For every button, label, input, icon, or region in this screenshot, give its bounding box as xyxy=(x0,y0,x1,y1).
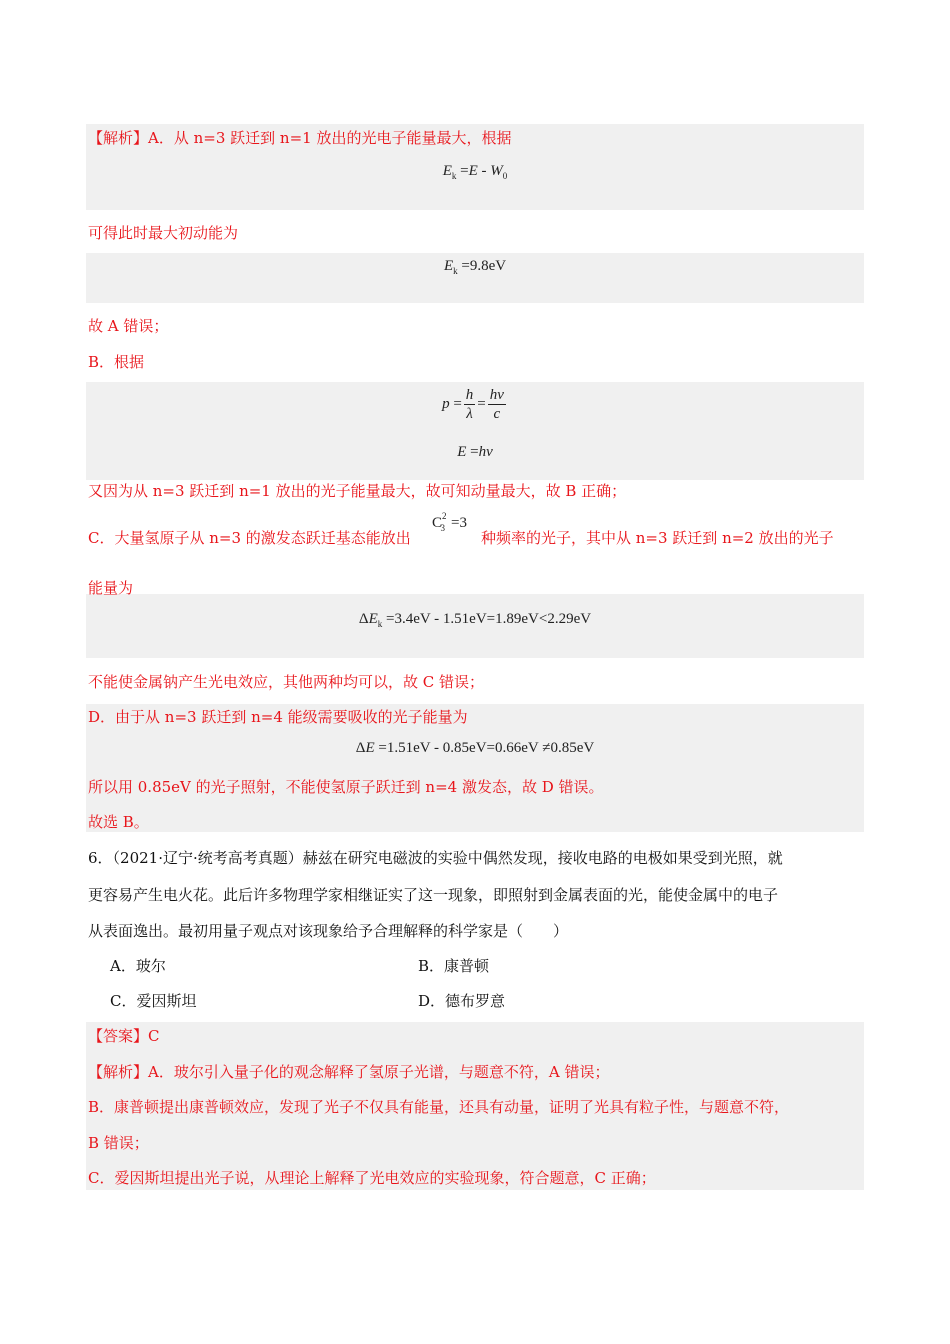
choose-b-line: 故选 B。 xyxy=(88,813,149,831)
c-wrong-line: 不能使金属钠产生光电效应，其他两种均可以，故 C 错误； xyxy=(88,673,485,691)
formula-delta-ek: $\Delta E_k =3.4eV - 1.51eV=1.89eV<2.29eV$ xyxy=(358,611,592,629)
d-line: D．由于从 n=3 跃迁到 n=4 能级需要吸收的光子能量为 xyxy=(88,708,468,726)
option-b: B．康普顿 xyxy=(418,957,490,975)
formula-delta-e: ΔE =1.51eV - 0.85eV=0.66eV ≠0.85eV xyxy=(355,740,595,756)
energy-is-line: 能量为 xyxy=(88,579,134,597)
a-wrong-line: 故 A 错误； xyxy=(88,317,169,335)
formula-energy: E =hν xyxy=(457,444,493,460)
formula-ek-value: $E_k =9.8eV$ xyxy=(443,258,507,276)
answer-analysis-b-cont: B 错误； xyxy=(88,1134,149,1152)
analysis-label: 【解析】 xyxy=(88,129,149,147)
option-d: D．德布罗意 xyxy=(418,992,506,1010)
answer-analysis-b: B．康普顿提出康普顿效应，发现了光子不仅具有能量，还具有动量，证明了光具有粒子性，与题意不符， xyxy=(88,1098,790,1116)
b-correct-line: 又因为从 n=3 跃迁到 n=1 放出的光子能量最大，故可知动量最大，故 B 正确； xyxy=(88,482,627,500)
answer-analysis-label: 【解析】 xyxy=(88,1063,149,1081)
question-6-line1: 6．（2021·辽宁·统考高考真题）赫兹在研究电磁波的实验中偶然发现，接收电路的电极如果受到光照，就 xyxy=(88,849,783,867)
answer-analysis-a xyxy=(88,1062,609,1082)
b-basis-line: B．根据 xyxy=(88,353,145,371)
c-line-part1: C．大量氢原子从 n=3 的激发态跃迁基态能放出 xyxy=(88,529,411,547)
max-kinetic-line: 可得此时最大初动能为 xyxy=(88,224,239,242)
question-6-line2: 更容易产生电火花。此后许多物理学家相继证实了这一现象，即照射到金属表面的光，能使金属中的电子 xyxy=(88,886,779,904)
c-line-part2: 种频率的光子，其中从 n=3 跃迁到 n=2 放出的光子 xyxy=(481,529,834,547)
analysis-a-text: A．从 n=3 跃迁到 n=1 放出的光电子能量最大，根据 xyxy=(148,129,512,147)
d-wrong-line: 所以用 0.85eV 的光子照射，不能使氢原子跃迁到 n=4 激发态，故 D 错误。 xyxy=(88,778,604,796)
option-c: C．爱因斯坦 xyxy=(110,992,197,1010)
answer-analysis-a-text: A．玻尔引入量子化的观念解释了氢原子光谱，与题意不符，A 错误； xyxy=(148,1063,610,1081)
answer-line: 【答案】C xyxy=(88,1027,160,1045)
combination-formula: $C^2_3 =3$ xyxy=(432,511,467,533)
formula-ek: $E_k =E - W_0$ xyxy=(442,163,508,181)
answer-analysis-c: C．爱因斯坦提出光子说，从理论上解释了光电效应的实验现象，符合题意，C 正确； xyxy=(88,1169,656,1187)
option-a: A．玻尔 xyxy=(110,957,166,975)
analysis-a-line xyxy=(88,128,511,148)
formula-momentum: p = $\frac{h}{\lambda}$ = $\frac{h\nu}{c}$ xyxy=(442,387,504,422)
question-6-line3: 从表面逸出。最初用量子观点对该现象给予合理解释的科学家是（ ） xyxy=(88,922,569,940)
